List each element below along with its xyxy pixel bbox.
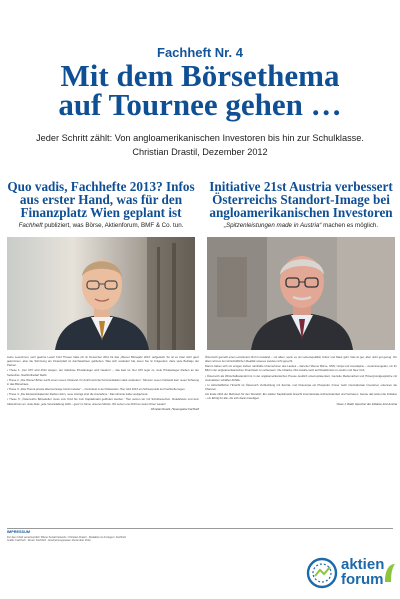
page-headline bbox=[0, 58, 400, 122]
right-article-body bbox=[205, 356, 397, 407]
portrait-photo-left bbox=[7, 237, 195, 350]
left-signature: Christian Drastil, Herausgeber Fachheft bbox=[150, 407, 199, 411]
right-body-paragraph: Österreich genießt einen exzellenten Ruf im Ausland – vor allem, wenn es um Lebensqualität, Kultur und Natur geht. Das ist gut, aber nicht gut genug. Vor allem wird es der wirtschaftlichen Realität unseres Landes nicht gerecht. bbox=[205, 356, 397, 364]
impressum-line: Grafik: Fachheft · Druck: Fachheft · Erscheinungsweise: Dezember 2012. bbox=[7, 539, 92, 543]
fachheft-kicker: Fachheft Nr. 4 bbox=[157, 45, 243, 60]
man-portrait-image bbox=[7, 237, 195, 350]
logo-line-1: aktien bbox=[341, 556, 385, 573]
right-article-intro bbox=[207, 222, 395, 230]
right-intro-emphasis: „Spitzenleistungen made in Austria“ bbox=[223, 222, 322, 229]
left-article-intro bbox=[7, 222, 195, 230]
logo-line-2: forum bbox=[341, 571, 384, 588]
byline: Christian Drastil, Dezember 2012 bbox=[132, 147, 268, 157]
left-body-paragraph: • These 5: „Österreichs Börsekultur muss vom Kind bis zum Kapitalmarkt gefördert werden.“ Hier setzen wir mit Schulbesuchen, Roadshows und dem Aktienforum an. Jede Aktie, jede Veranstaltung zählt – ganz im Sinne unseres Mottos. Wir sehen uns 2013 an vielen Orten wieder! bbox=[7, 398, 199, 406]
left-body-paragraph: Liebe Leserinnen, sehr geehrte Leser! Fünf Thesen hatte ich im Dezember 2011 für das „Wiener Börsejahr 2012“ aufgestellt. So ist es zwar nicht ganz gekommen, aber die Stimmung am Finanzplatz ist durchwachsen geblieben. Was sich verändert hat, lesen Sie im Folgenden; dazu viele Beiträge der Partner. bbox=[7, 356, 199, 368]
left-body-paragraph: • These 4: „Die Emissionskalender bleiben dünn, neue Listings sind die Ausnahme.“ Das stimmte leider weitgehend. bbox=[7, 393, 149, 397]
left-body-paragraph: • These 3: „Das Thema private Altersvorsorge kommt wieder“ – zumindest in der Diskussion. Hier wird 2013 ein Schwerpunkt der Fachhefte liegen. bbox=[7, 388, 186, 392]
impressum-title: IMPRESSUM bbox=[7, 530, 30, 534]
headline-line-1: Mit dem Börsethema bbox=[60, 58, 340, 93]
left-intro-emphasis: Fachheft bbox=[18, 222, 43, 229]
right-body-paragraph: Darum haben sich vor einigen Jahren namhafte Unternehmen des Landes – darunter Wiener Börse, OMV, Uniqa und voestalpine – zusammengetan, um ihr Bild in der angloamerikanischen Finanzwelt zu verbessern. Die Initiative 21st Austria setzt auf Roadshows in London und New York. bbox=[205, 365, 397, 373]
left-body-paragraph: • These 1: „Der ATX wird 2012 steigen, der risikolose Privatanleger wird zaudern“ – das kam so. Der ATX legte zu, viele Privatanleger blieben an der Seitenlinie. Nachholbedarf bleibt. bbox=[7, 369, 199, 377]
aktienforum-ring-icon bbox=[305, 556, 339, 590]
footer-divider bbox=[7, 528, 393, 529]
right-body-paragraph: Am Ende zählt der Mehrwert für den Standort: Ein starker Kapitalmarkt braucht internationale Aufmerksamkeit und Vertrauen. Genau das leistet die Initiative – ein Erfolg für alle, die sich daran beteiligen. bbox=[205, 393, 397, 401]
aktienforum-mark-icon bbox=[383, 562, 397, 584]
aktienforum-logo bbox=[305, 555, 397, 593]
left-body-paragraph: • These 2: „Die Wiener Börse sucht einen neuen Vorstand. Ihr Antritt wird die Kommunikation stark verändern.“ Mit dem neuen Vorstand kam neuer Schwung in das Börsehaus. bbox=[7, 378, 199, 386]
left-article-title: Quo vadis, Fachhefte 2013? Infos aus erster Hand, was für den Finanzplatz Wien geplant ist bbox=[7, 179, 195, 220]
headline-line-2: auf Tournee gehen … bbox=[58, 87, 342, 122]
right-signature: Claus J. Raidl, Sprecher der Initiative 21st Austria bbox=[336, 402, 397, 406]
right-intro-rest: machen es möglich. bbox=[321, 222, 379, 229]
right-column bbox=[207, 180, 395, 350]
right-article-title: Initiative 21st Austria verbessert Österreichs Standort-Image bei angloamerikanischen Investoren bbox=[209, 179, 393, 220]
impressum bbox=[7, 531, 277, 543]
impressum-line: Für den Inhalt verantwortlich: Börse Social Network / Christian Drastil · Redaktion & Anzeigen: Fachheft. bbox=[7, 535, 127, 539]
right-body-paragraph: • In wirtschaftlicher Hinsicht ist Österreich Verflechtung mit Zentral- und Osteuropa ein Pluspunkt. Immer mehr internationale Investoren erkennen die Chancen. bbox=[205, 383, 397, 392]
portrait-photo-right bbox=[207, 237, 395, 350]
right-body-paragraph: • Österreich als Wirtschaftsstandort ist in der angloamerikanischen Presse deutlich unterrepräsentiert. Gezielte Medienarbeit und Hintergrundgespräche mit Journalisten schaffen Abhilfe. bbox=[205, 374, 397, 382]
subline-text: Jeder Schritt zählt: Von angloamerikanischen Investoren bis hin zur Schulklasse. bbox=[36, 133, 364, 143]
left-article-body bbox=[7, 356, 199, 412]
subline bbox=[0, 131, 400, 159]
aktienforum-wordmark bbox=[341, 557, 384, 587]
left-intro-rest: publiziert, was Börse, Aktienforum, BMF & Co. tun. bbox=[42, 222, 184, 229]
left-column bbox=[7, 180, 195, 350]
older-man-portrait-image bbox=[207, 237, 395, 350]
